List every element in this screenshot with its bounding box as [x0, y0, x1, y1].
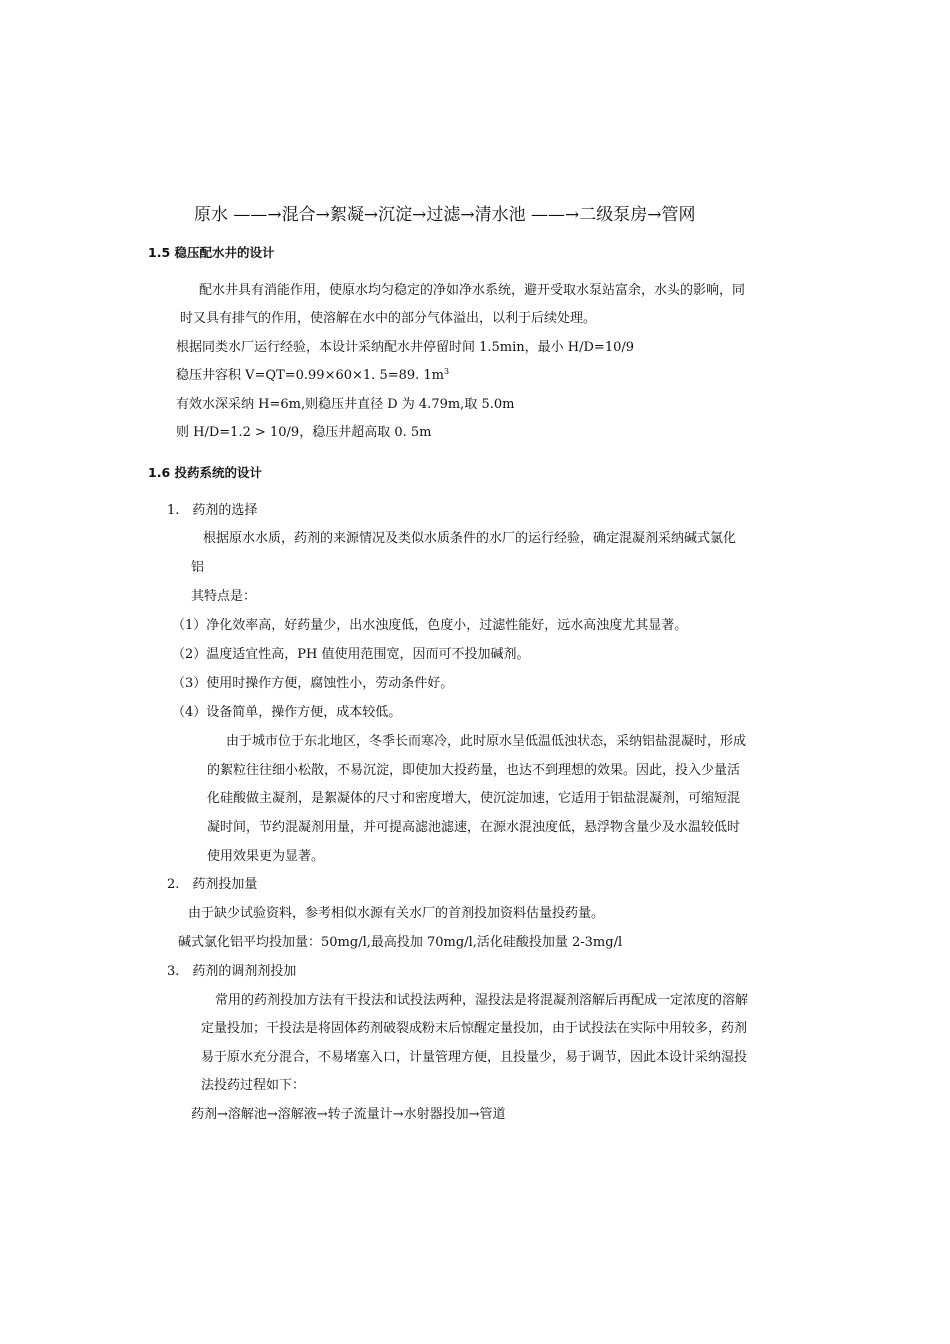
sec15-retention-time-line: 根据同类水厂运行经验，本设计采纳配水井停留时间 1.5min，最小 H/D=10/9 [176, 340, 635, 355]
dosing-process-flow: 药剂→溶解池→溶解液→转子流量计→水射器投加→管道 [191, 1107, 506, 1122]
sec15-ratio-line: 则 H/D=1.2 > 10/9，稳压井超高取 0. 5m [176, 425, 432, 440]
sec15-diameter-line: 有效水深采纳 H=6m,则稳压井直径 D 为 4.79m,取 5.0m [176, 397, 515, 412]
feature-item-4: （4）设备简单，操作方便，成本较低。 [172, 705, 402, 720]
sec15-paragraph1-line2: 时又具有排气的作用，使溶解在水中的部分气体溢出，以利于后续处理。 [180, 311, 597, 326]
sub3-paragraph1-line1: 常用的药剂投加方法有干投法和试投法两种，湿投法是将混凝剂溶解后再配成一定浓度的溶解 [215, 993, 749, 1008]
feature-item-2: （2）温度适宜性高，PH 值使用范围宽，因而可不投加碱剂。 [172, 647, 530, 662]
feature-item-3: （3）使用时操作方便，腐蚀性小，劳动条件好。 [172, 676, 454, 691]
sub1-paragraph2-line4: 凝时间，节约混凝剂用量，并可提高滤池滤速，在源水混浊度低，悬浮物含量少及水温较低时 [207, 820, 741, 835]
sub1-title: 1. 药剂的选择 [167, 503, 258, 518]
section-1-6-heading: 1.6 投药系统的设计 [148, 465, 262, 480]
sub2-dosage-line: 碱式氯化铝平均投加量：50mg/l,最高投加 70mg/l,活化硅酸投加量 2-3mg/l [178, 935, 623, 950]
sub2-paragraph1: 由于缺少试验资料，参考相似水源有关水厂的首剂投加资料估量投药量。 [188, 906, 605, 921]
feature-item-1: （1）净化效率高，好药量少，出水浊度低，色度小，过滤性能好，远水高浊度尤其显著。 [172, 618, 688, 633]
sub1-paragraph2-line2: 的絮粒往往细小松散，不易沉淀，即使加大投药量，也达不到理想的效果。因此，投入少量活 [207, 763, 741, 778]
sub1-paragraph1-line2: 铝 [191, 560, 205, 575]
sub2-title: 2. 药剂投加量 [167, 877, 258, 892]
section-1-5-heading: 1.5 稳压配水井的设计 [148, 245, 275, 260]
sub3-title: 3. 药剂的调剂剂投加 [167, 964, 297, 979]
sub3-paragraph1-line2: 定量投加；干投法是将固体药剂破裂成粉末后惊醒定量投加，由于试投法在实际中用较多，药剂 [201, 1021, 748, 1036]
process-flow-line: 原水 ——→混合→絮凝→沉淀→过滤→清水池 ——→二级泵房→管网 [194, 205, 696, 225]
sub1-paragraph2-line5: 使用效果更为显著。 [207, 849, 325, 864]
sub1-paragraph2-line3: 化硅酸做主凝剂，是絮凝体的尺寸和密度增大，使沉淀加速，它适用于铝盐混凝剂，可缩短混 [207, 791, 741, 806]
sub1-paragraph2-line1: 由于城市位于东北地区，冬季长而寒冷，此时原水呈低温低浊状态，采纳铝盐混凝时，形成 [226, 734, 747, 749]
volume-formula: 稳压井容积 V=QT=0.99×60×1. 5=89. 1m [176, 368, 445, 383]
sub3-paragraph1-line4: 法投药过程如下： [201, 1078, 306, 1093]
sub1-features-intro: 其特点是： [191, 589, 257, 604]
sub1-paragraph1-line1: 根据原水水质，药剂的来源情况及类似水质条件的水厂的运行经验，确定混凝剂采纳碱式氯化 [203, 531, 737, 546]
sub3-paragraph1-line3: 易于原水充分混合，不易堵塞入口，计量管理方便，且投量少，易于调节，因此本设计采纳湿投 [201, 1050, 748, 1065]
sec15-paragraph1-line1: 配水井具有消能作用，使原水均匀稳定的净如净水系统，避开受取水泵站富余，水头的影响，同 [199, 283, 746, 298]
sec15-volume-line [176, 367, 449, 385]
volume-unit-exponent: 3 [444, 367, 450, 376]
